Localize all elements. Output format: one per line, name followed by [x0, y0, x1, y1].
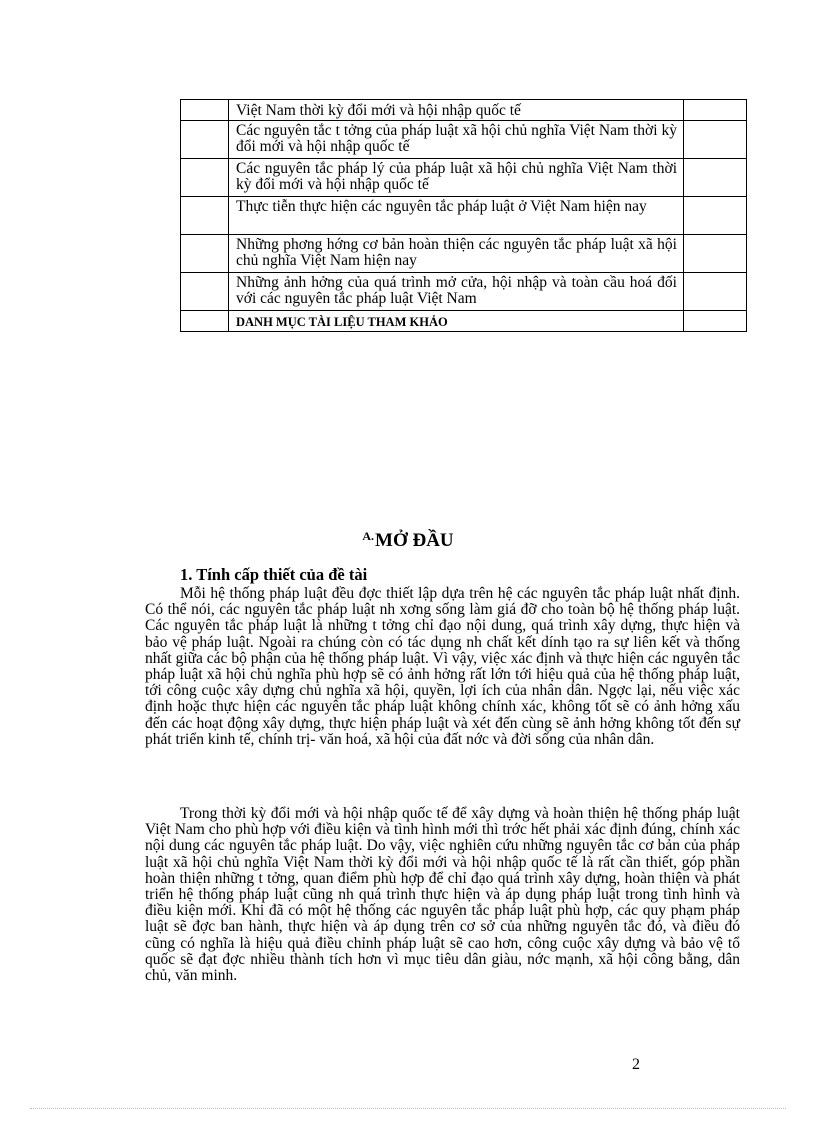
toc-row — [181, 197, 747, 235]
toc-entry-text: Những phơng hớng cơ bản hoàn thiện các nguyên tắc pháp luật xã hội chủ nghĩa Việt Nam hiện nay — [236, 236, 677, 269]
toc-title-cell — [229, 197, 684, 235]
toc-row — [181, 159, 747, 197]
toc-title-cell — [229, 100, 684, 121]
toc-title-cell — [229, 121, 684, 159]
toc-index-cell — [181, 159, 229, 197]
body-paragraph: Trong thời kỳ đổi mới và hội nhập quốc tế để xây dựng và hoàn thiện hệ thống pháp luật Việt Nam cho phù hợp với điều kiện và tình hình mới thì trớc hết phải xác định đúng, chính xác nội dung các nguyên tắc pháp luật. Do vậy, việc nghiên cứu những nguyên tắc cơ bản của pháp luật xã hội chủ nghĩa Việt Nam thời kỳ đổi mới và hội nhập quốc tế là rất cần thiết, góp phần hoàn thiện những t tởng, quan điểm phù hợp để chỉ đạo quá trình xây dựng, hoàn thiện và phát triển hệ thống pháp luật cũng nh quá trình thực hiện và áp dụng pháp luật trong tình hình và điều kiện mới. Khi đã có một hệ thống các nguyên tắc pháp luật phù hợp, các quy phạm pháp luật sẽ đợc ban hành, thực hiện và áp dụng trên cơ sở của những nguyên tắc đó, và điều đó cũng có nghĩa là hiệu quả điều chỉnh pháp luật sẽ cao hơn, công cuộc xây dựng và bảo vệ tổ quốc sẽ đạt đợc nhiều thành tích hơn vì mục tiêu dân giàu, nớc mạnh, xã hội công bằng, dân chủ, văn minh. — [145, 805, 740, 985]
toc-page-cell — [684, 159, 747, 197]
toc-row — [181, 273, 747, 311]
toc-entry-text: Những ảnh hởng của quá trình mở cửa, hội nhập và toàn cầu hoá đối với các nguyên tắc pháp luật Việt Nam — [236, 274, 677, 307]
toc-page-cell — [684, 311, 747, 332]
toc-page-cell — [684, 273, 747, 311]
toc-index-cell — [181, 197, 229, 235]
toc-page-cell — [684, 235, 747, 273]
toc-index-cell — [181, 121, 229, 159]
section-prefix: A. — [362, 529, 375, 543]
toc-row — [181, 235, 747, 273]
toc-title-cell — [229, 235, 684, 273]
toc-entry-text: Các nguyên tắc pháp lý của pháp luật xã hội chủ nghĩa Việt Nam thời kỳ đổi mới và hội nhập quốc tế — [236, 160, 677, 193]
table-of-contents — [180, 99, 747, 332]
page-number: 2 — [632, 1056, 640, 1073]
toc-row — [181, 121, 747, 159]
toc-index-cell — [181, 273, 229, 311]
toc-page-cell — [684, 121, 747, 159]
toc-title-cell — [229, 311, 684, 332]
toc-page-cell — [684, 197, 747, 235]
toc-row — [181, 311, 747, 332]
body-paragraph: Mỗi hệ thống pháp luật đều đợc thiết lập dựa trên hệ các nguyên tắc pháp luật nhất định. Có thể nói, các nguyên tắc pháp luật nh xơng sống làm giá đỡ cho toàn bộ hệ thống pháp luật. Các nguyên tắc pháp luật là những t tởng chỉ đạo nội dung, quá trình xây dựng, thực hiện và bảo vệ pháp luật. Ngoài ra chúng còn có tác dụng nh chất kết dính tạo ra sự liên kết và thống nhất giữa các bộ phận của hệ thống pháp luật. Vì vậy, việc xác định và thực hiện các nguyên tắc pháp luật xã hội chủ nghĩa phù hợp sẽ có ảnh hởng rất lớn tới hiệu quả của hệ thống pháp luật, tới công cuộc xây dựng chủ nghĩa xã hội, quyền, lợi ích của nhân dân. Ngợc lại, nếu việc xác định hoặc thực hiện các nguyên tắc pháp luật không chính xác, không tốt sẽ có ảnh hởng xấu đến các hoạt động xây dựng, thực hiện pháp luật và xét đến cùng sẽ ảnh hởng không tốt đến sự phát triển kinh tế, chính trị- văn hoá, xã hội của đất nớc và đời sống của nhân dân. — [145, 585, 740, 748]
toc-references-entry: DANH MỤC TÀI LIỆU THAM KHẢO — [236, 315, 448, 329]
page-bottom-divider — [30, 1108, 786, 1109]
toc-entry-text: Thực tiễn thực hiện các nguyên tắc pháp luật ở Việt Nam hiện nay — [236, 198, 647, 215]
toc-page-cell — [684, 100, 747, 121]
toc-entry-text: Các nguyên tắc t tởng của pháp luật xã hội chủ nghĩa Việt Nam thời kỳ đổi mới và hội nhập quốc tế — [236, 122, 677, 155]
toc-title-cell — [229, 159, 684, 197]
toc-index-cell — [181, 100, 229, 121]
toc-index-cell — [181, 235, 229, 273]
toc-title-cell — [229, 273, 684, 311]
toc-row — [181, 100, 747, 121]
section-title — [0, 529, 816, 552]
section-title-text: MỞ ĐẦU — [375, 530, 454, 551]
toc-index-cell — [181, 311, 229, 332]
subsection-heading: 1. Tính cấp thiết của đề tài — [180, 565, 368, 584]
toc-entry-text: Việt Nam thời kỳ đổi mới và hội nhập quốc tế — [236, 102, 521, 119]
